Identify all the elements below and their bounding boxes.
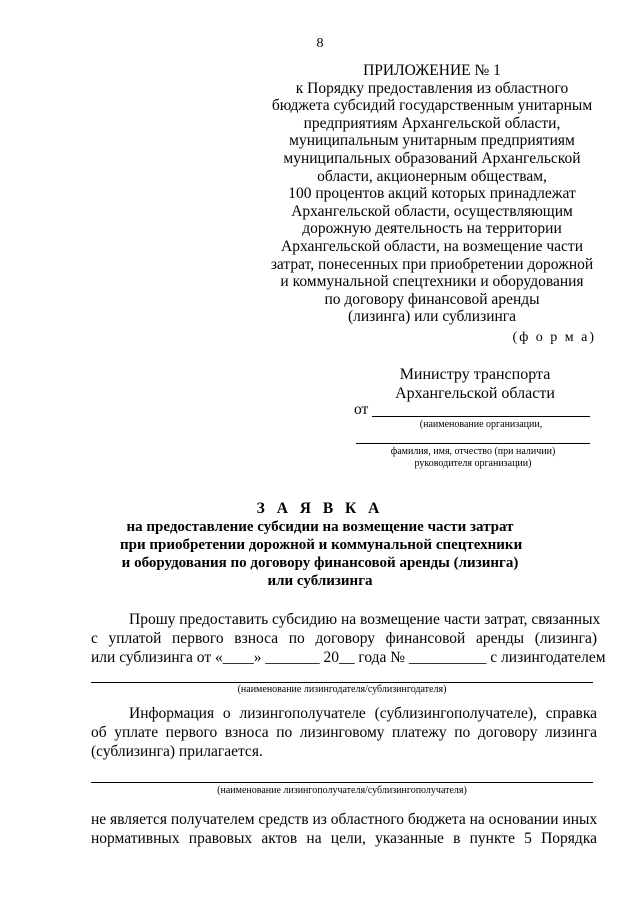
appendix-line: бюджета субсидий государственным унитарным bbox=[271, 97, 593, 115]
page-number: 8 bbox=[316, 36, 324, 51]
head-name-field-line[interactable] bbox=[356, 443, 590, 444]
appendix-line: (лизинга) или сублизинга bbox=[347, 308, 517, 326]
appendix-line: затрат, понесенных при приобретении дорожной bbox=[270, 255, 594, 273]
appendix-line: 100 процентов акций которых принадлежат bbox=[288, 185, 576, 203]
document-title: З А Я В К А bbox=[256, 500, 384, 517]
paragraph-line: с уплатой первого взноса по договору финансовой аренды (лизинга) bbox=[91, 630, 597, 647]
paragraph-line: об уплате первого взноса по лизинговому платежу по договору лизинга bbox=[91, 724, 597, 741]
info-paragraph bbox=[91, 704, 597, 761]
lessor-caption: (наименование лизингодателя/сублизингодателя) bbox=[237, 684, 447, 695]
caption-line: руководителя организации) bbox=[414, 458, 532, 469]
appendix-line: предприятиям Архангельской области, bbox=[303, 114, 561, 132]
head-name-caption bbox=[356, 446, 590, 470]
appendix-line: к Порядку предоставления из областного bbox=[295, 79, 569, 97]
appendix-line: ПРИЛОЖЕНИЕ № 1 bbox=[363, 62, 501, 79]
organization-field-line[interactable] bbox=[372, 416, 590, 417]
recipient-line: Архангельской области bbox=[395, 384, 555, 402]
lessor-field-line[interactable] bbox=[91, 682, 593, 683]
appendix-line: муниципальных образований Архангельской bbox=[283, 149, 581, 167]
appendix-header bbox=[258, 62, 606, 326]
appendix-line: дорожную деятельность на территории bbox=[302, 220, 562, 238]
lessee-caption: (наименование лизингополучателя/сублизингополучателя) bbox=[217, 785, 467, 796]
request-paragraph bbox=[91, 610, 606, 667]
appendix-line: Архангельской области, осуществляющим bbox=[291, 202, 573, 220]
appendix-line: области, акционерным обществам, bbox=[317, 167, 547, 185]
paragraph-line: или сублизинга от «____» _______ 20__ года № __________ с лизингодателем bbox=[91, 649, 606, 666]
appendix-line: по договору финансовой аренды bbox=[324, 290, 540, 308]
paragraph-line: Информация о лизингополучателе (сублизингополучателе), справка bbox=[129, 705, 597, 722]
recipient-line: Министру транспорта bbox=[399, 366, 551, 383]
appendix-line: муниципальным унитарным предприятиям bbox=[289, 132, 575, 150]
continuation-paragraph bbox=[91, 810, 597, 848]
appendix-line: и коммунальной спецтехники и оборудования bbox=[280, 273, 584, 291]
lessee-field-line[interactable] bbox=[91, 782, 593, 783]
paragraph-line: (сублизинга) прилагается. bbox=[91, 743, 263, 760]
subtitle-line: и оборудования по договору финансовой аренды (лизинга) bbox=[121, 555, 519, 571]
from-label: от bbox=[354, 401, 369, 418]
form-label: (ф о р м а) bbox=[512, 330, 596, 345]
subtitle-line: при приобретении дорожной и коммунальной спецтехники bbox=[120, 537, 523, 553]
caption-line: фамилия, имя, отчество (при наличии) bbox=[390, 446, 556, 457]
document-subtitle bbox=[120, 518, 523, 590]
organization-caption: (наименование организации, bbox=[419, 419, 543, 430]
recipient-block bbox=[370, 366, 580, 403]
paragraph-line: Прошу предоставить субсидию на возмещение части затрат, связанных bbox=[129, 611, 601, 628]
subtitle-line: или сублизинга bbox=[267, 573, 373, 589]
appendix-line: Архангельской области, на возмещение части bbox=[281, 237, 583, 255]
paragraph-line: не является получателем средств из областного бюджета на основании иных bbox=[91, 811, 598, 828]
subtitle-line: на предоставление субсидии на возмещение части затрат bbox=[126, 519, 514, 535]
paragraph-line: нормативных правовых актов на цели, указанные в пункте 5 Порядка bbox=[91, 830, 597, 847]
